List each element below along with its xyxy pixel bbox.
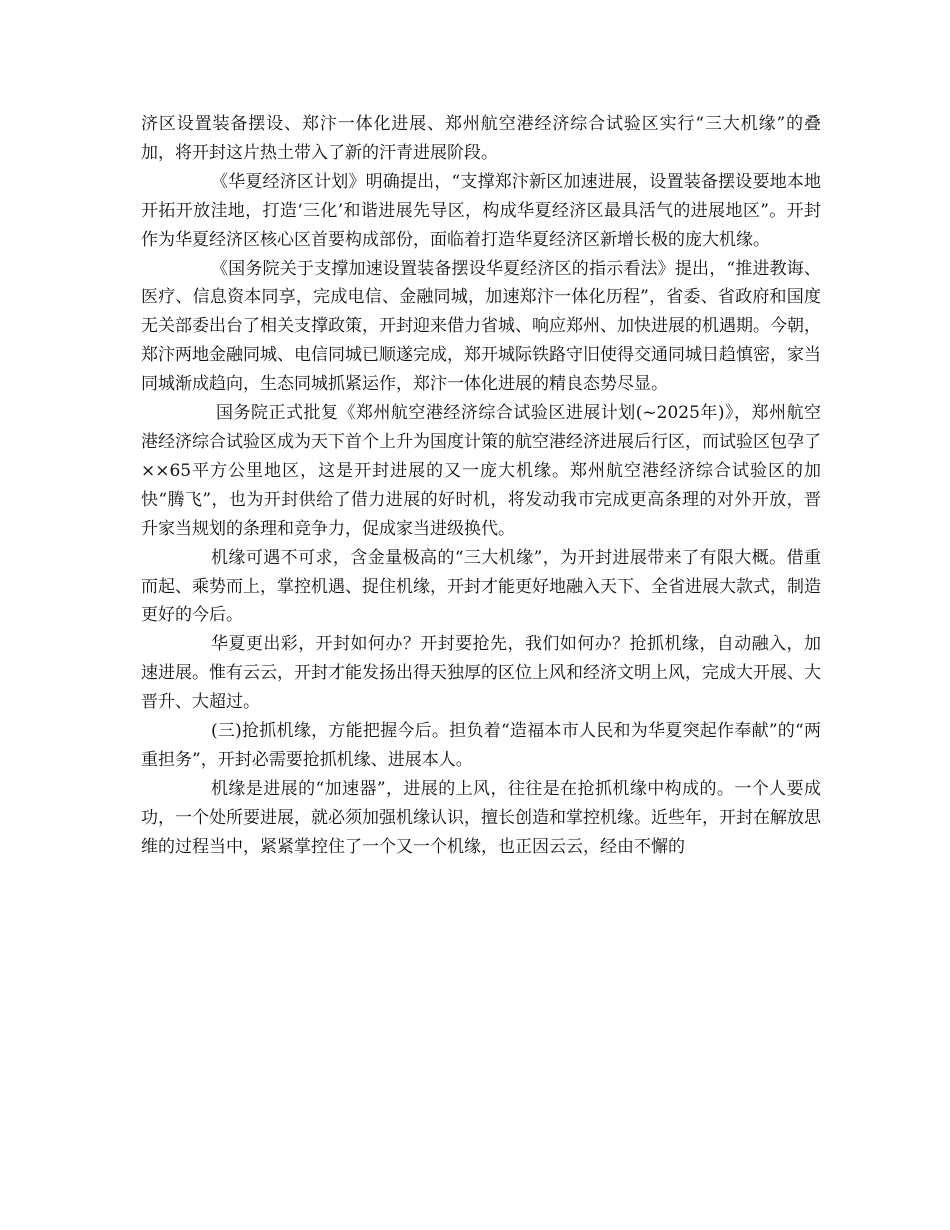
paragraph-4: 国务院正式批复《郑州航空港经济综合试验区进展计划(~2025年)》，郑州航空港经济综合试验区成为天下首个上升为国度计策的航空港经济进展后行区，而试验区包孕了××65平方公里地区，这是开封进展的又一庞大机缘。郑州航空港经济综合试验区的加快“腾飞”，也为开封供给了借力进展的好时机，将发动我市完成更高条理的对外开放，晋升家当规划的条理和竞争力，促成家当进级换代。: [141, 403, 821, 539]
paragraph-3: 《国务院关于支撑加速设置装备摆设华夏经济区的指示看法》提出，“推进教诲、医疗、信息资本同享，完成电信、金融同城，加速郑汴一体化历程”，省委、省政府和国度无关部委出台了相关支撑政策，开封迎来借力省城、响应郑州、加快进展的机遇期。今朝，郑汴两地金融同城、电信同城已顺遂完成，郑开城际铁路守旧使得交通同城日趋慎密，家当同城渐成趋向，生态同城抓紧运作，郑汴一体化进展的精良态势尽显。: [141, 258, 821, 395]
paragraph-2: 《华夏经济区计划》明确提出，“支撑郑汴新区加速进展，设置装备摆设要地本地开拓开放洼地，打造‘三化’和谐进展先导区，构成华夏经济区最具活气的进展地区”。开封作为华夏经济区核心区首要构成部份，面临着打造华夏经济区新增长极的庞大机缘。: [141, 171, 821, 250]
paragraph-8: 机缘是进展的“加速器”，进展的上风，往往是在抢抓机缘中构成的。一个人要成功，一个处所要进展，就必须加强机缘认识，擅长创造和掌控机缘。近些年，开封在解放思维的过程当中，紧紧掌控住了一个又一个机缘，也正因云云，经由不懈的: [141, 778, 821, 857]
document-page: [141, 110, 821, 862]
paragraph-1: 济区设置装备摆设、郑汴一体化进展、郑州航空港经济综合试验区实行“三大机缘”的叠加，将开封这片热土带入了新的汗青进展阶段。: [141, 114, 821, 163]
paragraph-5: 机缘可遇不可求，含金量极高的“三大机缘”，为开封进展带来了有限大概。借重而起、乘势而上，掌控机遇、捉住机缘，开封才能更好地融入天下、全省进展大款式，制造更好的今后。: [141, 547, 821, 626]
paragraph-7: (三)抢抓机缘，方能把握今后。担负着“造福本市人民和为华夏突起作奉献”的“两重担务”，开封必需要抢抓机缘、进展本人。: [141, 721, 821, 770]
paragraph-6: 华夏更出彩，开封如何办？开封要抢先，我们如何办？抢抓机缘，自动融入，加速进展。惟有云云，开封才能发扬出得天独厚的区位上风和经济文明上风，完成大开展、大晋升、大超过。: [141, 634, 821, 713]
